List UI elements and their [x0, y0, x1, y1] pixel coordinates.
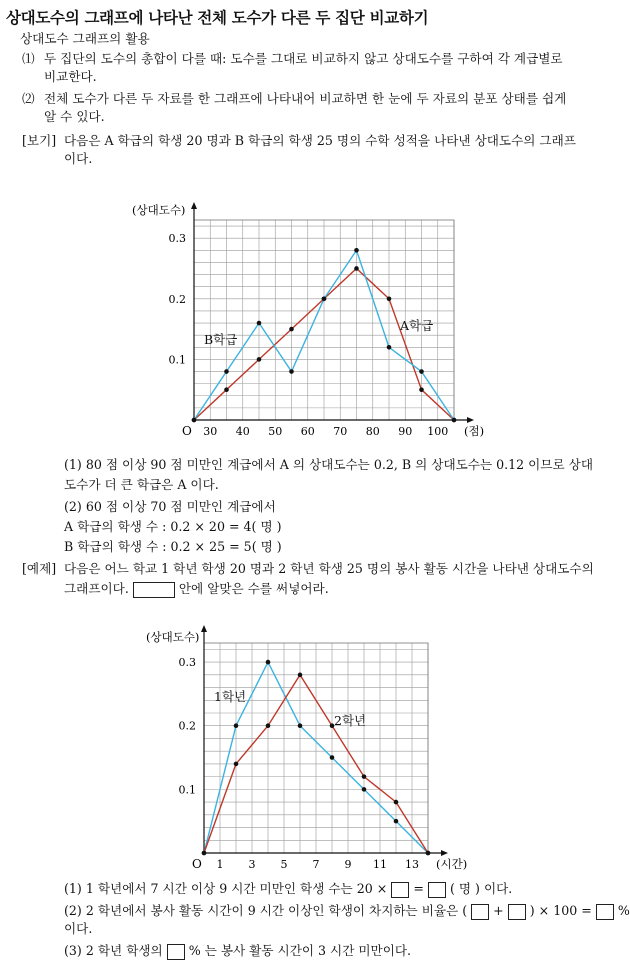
item-1-line-1: 두 집단의 도수의 총합이 다를 때: 도수를 그대로 비교하지 않고 상대도수를 구하여 각 계급별로	[44, 51, 563, 66]
data-point	[224, 369, 229, 374]
x-tick-label: 7	[312, 858, 320, 871]
question-2-text-a: (2) 2 학년에서 봉사 활동 시간이 9 시간 이상인 학생이 차지하는 비율은 (	[64, 903, 468, 918]
data-point	[192, 418, 197, 423]
data-point	[224, 387, 229, 392]
data-point	[362, 774, 367, 779]
item-1-line-2: 비교한다.	[44, 69, 97, 84]
y-axis-title: (상대도수)	[146, 630, 200, 644]
answer-box-q2-second[interactable]	[508, 904, 526, 920]
data-point	[322, 296, 327, 301]
example-answer-3: (2) 60 점 이상 70 점 미만인 계급에서	[64, 499, 276, 514]
data-point	[330, 755, 335, 760]
x-tick-label: 50	[268, 425, 283, 438]
origin-label: O	[192, 857, 202, 871]
x-axis-arrow	[441, 850, 448, 856]
chart-volunteer-hours	[138, 625, 468, 871]
y-axis-arrow	[191, 202, 197, 209]
question-2-text-d: %	[617, 903, 630, 918]
data-point	[419, 369, 424, 374]
data-point	[289, 327, 294, 332]
question-3-text-b: % 는 봉사 활동 시간이 3 시간 미만이다.	[188, 943, 412, 958]
y-tick-label: 0.3	[178, 656, 196, 670]
question-3-text-a: (3) 2 학년 학생의	[64, 943, 163, 958]
data-point	[257, 321, 262, 326]
answer-box-q2-percent[interactable]	[596, 904, 614, 920]
data-point	[266, 723, 271, 728]
x-tick-label: 3	[248, 858, 256, 871]
exercise-line-2-start: 그래프이다.	[64, 581, 129, 596]
data-point	[257, 357, 262, 362]
series-label-A학급: A학급	[400, 318, 434, 333]
question-2-line-2: 이다.	[64, 921, 93, 936]
x-tick-label: 11	[373, 858, 387, 871]
data-point	[354, 266, 359, 271]
data-point	[387, 296, 392, 301]
item-2-line-1: 전체 도수가 다른 두 자료를 한 그래프에 나타내어 비교하면 한 눈에 두 자료의 분포 상태를 쉽게	[44, 91, 567, 106]
item-2-num: ⑵	[22, 91, 35, 106]
x-tick-label: 1	[216, 858, 224, 871]
answer-box-q1-ratio[interactable]	[391, 882, 409, 898]
item-1-num: ⑴	[22, 51, 35, 66]
data-point	[234, 723, 239, 728]
x-tick-label: 70	[333, 425, 348, 438]
question-2-text-c: ) × 100 =	[529, 903, 592, 918]
x-axis-title: (점)	[464, 424, 485, 438]
data-point	[234, 762, 239, 767]
answer-box-q2-first[interactable]	[471, 904, 489, 920]
y-tick-label: 0.2	[178, 719, 196, 733]
data-point	[387, 345, 392, 350]
exercise-line-2	[64, 580, 329, 598]
answer-box-q3-percent[interactable]	[167, 944, 185, 960]
question-2-text-b: +	[493, 903, 504, 918]
y-axis-title: (상대도수)	[132, 203, 186, 217]
y-tick-label: 0.1	[178, 783, 196, 797]
data-point	[394, 800, 399, 805]
item-2-line-2: 알 수 있다.	[44, 109, 105, 124]
example-answer-4: A 학급의 학생 수 : 0.2 × 20 = 4( 명 )	[64, 519, 282, 534]
x-tick-label: 90	[398, 425, 413, 438]
exercise-line-2-end: 안에 알맞은 수를 써넣어라.	[178, 581, 329, 596]
y-axis-arrow	[201, 625, 207, 632]
series-label-B학급: B학급	[204, 332, 238, 347]
data-point	[298, 723, 303, 728]
origin-label: O	[182, 424, 192, 438]
data-point	[362, 787, 367, 792]
question-3	[64, 942, 411, 960]
data-point	[419, 387, 424, 392]
example-answer-5: B 학급의 학생 수 : 0.2 × 25 = 5( 명 )	[64, 539, 282, 554]
data-point	[298, 673, 303, 678]
data-point	[452, 418, 457, 423]
series-label-2학년: 2학년	[334, 713, 367, 728]
data-point	[394, 819, 399, 824]
question-1-text-c: ( 명 ) 이다.	[449, 881, 513, 896]
x-tick-label: 80	[365, 425, 380, 438]
x-axis-arrow	[467, 417, 474, 423]
x-axis-title: (시간)	[436, 857, 468, 871]
y-tick-label: 0.2	[168, 292, 186, 306]
example-line-1: 다음은 A 학급의 학생 20 명과 B 학급의 학생 25 명의 수학 성적을 나타낸 상대도수의 그래프	[64, 133, 576, 148]
question-1-text-a: (1) 1 학년에서 7 시간 이상 9 시간 미만인 학생 수는 20 ×	[64, 881, 388, 896]
exercise-tag: [예제]	[22, 561, 57, 576]
example-tag: [보기]	[22, 133, 57, 148]
example-answer-2: 도수가 더 큰 학급은 A 이다.	[64, 477, 219, 492]
section-heading: 상대도수 그래프의 활용	[20, 31, 150, 46]
example-line-2: 이다.	[64, 151, 93, 166]
x-tick-label: 100	[427, 425, 449, 438]
y-tick-label: 0.1	[168, 353, 186, 367]
x-tick-label: 13	[405, 858, 419, 871]
data-point	[354, 248, 359, 253]
answer-box-legend	[133, 582, 175, 598]
page-title: 상대도수의 그래프에 나타난 전체 도수가 다른 두 집단 비교하기	[6, 9, 429, 27]
x-tick-label: 60	[300, 425, 315, 438]
question-1-text-b: =	[413, 881, 424, 896]
x-tick-label: 30	[203, 425, 218, 438]
exercise-line-1: 다음은 어느 학교 1 학년 학생 20 명과 2 학년 학생 25 명의 봉사 활동 시간을 나타낸 상대도수의	[64, 561, 594, 576]
example-answer-1: (1) 80 점 이상 90 점 미만인 계급에서 A 의 상대도수는 0.2, B 의 상대도수는 0.12 이므로 상대	[64, 457, 594, 472]
series-label-1학년: 1학년	[214, 689, 247, 704]
chart-class-scores	[120, 198, 485, 443]
data-point	[426, 851, 431, 856]
data-point	[266, 660, 271, 665]
y-tick-label: 0.3	[168, 232, 186, 246]
x-tick-label: 5	[280, 858, 288, 871]
data-point	[289, 369, 294, 374]
answer-box-q1-count[interactable]	[428, 882, 446, 898]
data-point	[202, 851, 207, 856]
question-1	[64, 880, 512, 898]
question-2	[64, 902, 630, 920]
x-tick-label: 9	[344, 858, 352, 871]
x-tick-label: 40	[235, 425, 250, 438]
